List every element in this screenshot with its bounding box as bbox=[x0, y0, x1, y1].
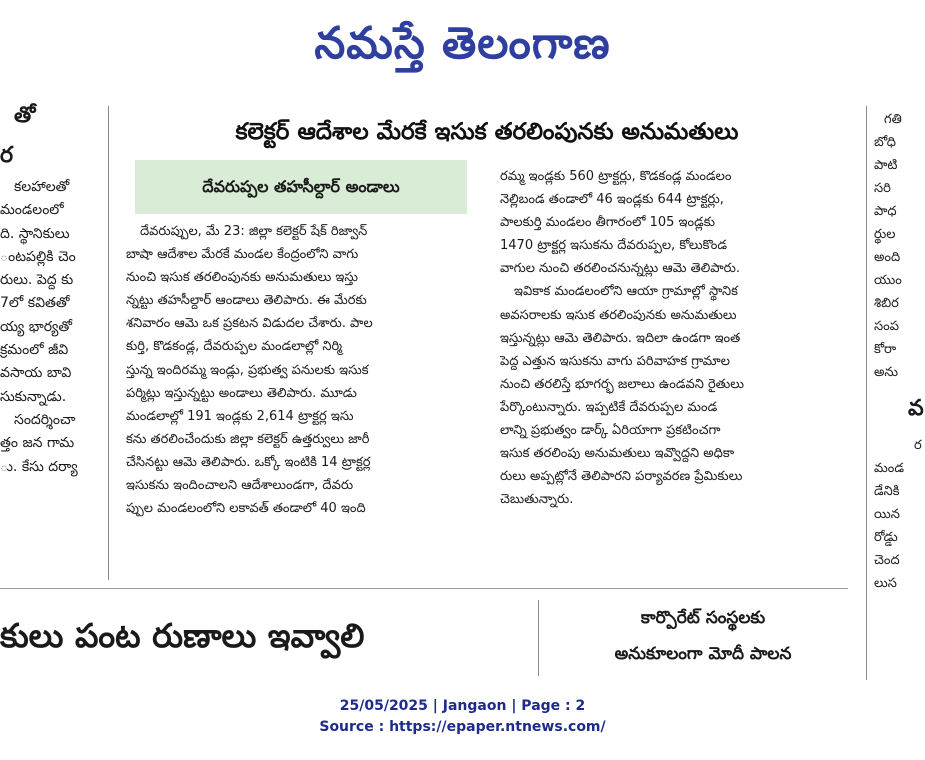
article-text-line: ఇసుకను ఇందించాలని ఆదేశాలుండగా, దేవరు bbox=[126, 478, 354, 494]
right-fragment-line: పాటి bbox=[874, 158, 898, 173]
left-fragment-line: క్రమంలో జీవి bbox=[0, 342, 69, 359]
left-fragment-line: ు. కేసు దర్యా bbox=[0, 458, 78, 475]
article-text-line: దేవరుప్పుల, మే 23: జిల్లా కలెక్టర్ షేక్ రిజ్వాన్ bbox=[140, 224, 368, 239]
article-text-line: కను తరలించేందుకు జిల్లా కలెక్టర్ ఉత్తర్వులు జారీ bbox=[126, 431, 370, 447]
right-fragment-line: యిన bbox=[874, 507, 900, 522]
right-fragment-line: బోధి bbox=[874, 135, 896, 150]
left-fragment-line: వసాయ బావి bbox=[0, 365, 72, 382]
right-fragment-line: డేనికి bbox=[874, 484, 900, 499]
article-text-line: పేర్కొంటున్నారు. ఇప్పటికే దేవరుప్పల మండ bbox=[500, 399, 718, 415]
article-text-line: ఇస్తున్నట్లు ఆమె తెలిపారు. ఇదిలా ఉండగా ఇంత bbox=[500, 330, 741, 346]
left-fragment-heading-2: ర bbox=[0, 143, 14, 168]
left-fragment-line: ది. స్థానికులు bbox=[0, 225, 70, 242]
article-text-line: శనివారం ఆమె ఒక ప్రకటన విడుదల చేశారు. పాల bbox=[126, 316, 373, 332]
right-fragment-line: మండ bbox=[874, 461, 904, 476]
article-text-line: ఇవికాక మండలంలోని ఆయా గ్రామాల్లో స్థానిక bbox=[514, 284, 738, 300]
left-fragment-heading-1: తో bbox=[14, 103, 36, 128]
right-fragment-line: శిబిర bbox=[874, 296, 899, 311]
left-fragment-line: సుకున్నాడు. bbox=[0, 388, 67, 405]
article-text-line: 1470 ట్రాక్టర్ల ఇసుకను దేవరుప్పల, కోలుకొండ bbox=[500, 238, 728, 254]
article-text-line: మండలాల్లో 191 ఇండ్లకు 2,614 ట్రాక్టర్ల ఇసు bbox=[126, 408, 354, 424]
article-text-line: నెల్లిబండ తండాలో 46 ఇండ్లకు 644 ట్రాక్టర్లు, bbox=[500, 192, 724, 208]
bottom-left-headline: కులు పంట రుణాలు ఇవ్వాలి bbox=[0, 616, 365, 655]
article-column-b bbox=[500, 165, 848, 511]
left-fragment-line: మండలంలో bbox=[0, 202, 64, 219]
article-text-line: బాషా ఆదేశాల మేరకే మండల కేంద్రంలోని వాగు bbox=[126, 247, 359, 263]
right-fragment-column bbox=[874, 108, 925, 680]
article-text-line: రమ్మ ఇండ్లకు 560 ట్రాక్టర్లు, కొడకండ్ల మండలం bbox=[500, 169, 732, 184]
article-text-line: వాగుల నుంచి తరలించనున్నట్లు ఆమె తెలిపారు. bbox=[500, 261, 740, 277]
right-column-divider bbox=[866, 106, 867, 680]
article-text-line: నుంచి తరలిస్తే భూగర్భ జలాలు ఉండవని రైతులు bbox=[500, 376, 744, 392]
article-text-line: చెబుతున్నారు. bbox=[500, 492, 574, 508]
footer-date-line: 25/05/2025 | Jangaon | Page : 2 bbox=[339, 698, 586, 714]
left-fragment-line: 7లో కవితతో bbox=[0, 295, 70, 312]
left-fragment-line: కలహాలతో bbox=[14, 179, 70, 195]
left-column-divider bbox=[108, 106, 109, 580]
bottom-right-headline-line-1: కార్పొరేట్ సంస్థలకు bbox=[640, 608, 766, 628]
left-fragment-line: ంటపల్లికి చెం bbox=[0, 248, 76, 265]
article-text-line: న్నట్టు తహసీల్దార్ ఆండాలు తెలిపారు. ఈ మేరకు bbox=[126, 293, 367, 309]
article-text-line: పర్మిట్లు ఇస్తున్నట్టు అండాలు తెలిపారు. మూడు bbox=[126, 385, 357, 401]
right-fragment-line: యుం bbox=[874, 273, 902, 288]
article-headline: కలెక్టర్ ఆదేశాల మేరకే ఇసుక తరలింపునకు అనుమతులు bbox=[235, 119, 739, 145]
masthead-logo: నమస్తే తెలంగాణ bbox=[314, 18, 611, 69]
article-text-line: లాన్ని ప్రభుత్వం డార్క్ ఏరియాగా ప్రకటించగా bbox=[500, 423, 721, 439]
footer bbox=[0, 696, 925, 738]
right-fragment-line: లుస bbox=[874, 576, 897, 591]
article-text-line: ఇసుక తరలింపు అనుమతులు ఇవ్వొద్దని అధికా bbox=[500, 446, 735, 462]
article-text-line: నుంచి ఇసుక తరలింపునకు అనుమతులు ఇస్తు bbox=[126, 270, 358, 286]
article-text-line: పాలకుర్తి మండలం తీగారంలో 105 ఇండ్లకు bbox=[500, 215, 715, 231]
left-fragment-line: సందర్శించా bbox=[14, 411, 76, 428]
article-subheading: దేవరుప్పల తహసీల్దార్ అండాలు bbox=[135, 160, 467, 214]
article-text-line: స్తున్న ఇందిరమ్మ ఇండ్లు, ప్రభుత్వ పనులకు ఇసుక bbox=[126, 362, 369, 378]
left-fragment-line: య్య భార్యతో bbox=[0, 318, 73, 335]
right-fragment-line: గతి bbox=[884, 112, 902, 127]
article-text-line: కుర్తి, కొడకండ్ల, దేవరుప్పల మండలాల్లో నిర్మి bbox=[126, 339, 343, 355]
right-fragment-line: చెంద bbox=[874, 553, 900, 568]
article-text-line: అవసరాలకు ఇసుక తరలింపునకు అనుమతులు bbox=[500, 307, 737, 323]
right-fragment-heading: వ bbox=[908, 396, 924, 421]
right-fragment-line: కోరా bbox=[874, 342, 897, 357]
bottom-right-headline-line-2: అనుకూలంగా మోదీ పాలన bbox=[614, 644, 792, 664]
footer-source-line: Source : https://epaper.ntnews.com/ bbox=[319, 719, 606, 735]
article-text-line: ప్పుల మండలంలోని లకావత్ తండాలో 40 ఇంది bbox=[126, 501, 366, 517]
article-text-line: చేసినట్టు ఆమె తెలిపారు. ఒక్కో ఇంటికి 14 ట్రాక్టర్ల bbox=[126, 454, 371, 470]
left-fragment-line: త్తం జన గామ bbox=[0, 435, 75, 452]
left-fragment-column bbox=[0, 96, 106, 566]
left-fragment-line: రులు. పెద్ద కు bbox=[0, 272, 74, 289]
right-fragment-line: పాధ bbox=[874, 204, 897, 219]
article-text-line: పెద్ద ఎత్తున ఇసుకను వాగు పరివాహక గ్రామాల bbox=[500, 353, 730, 369]
right-fragment-line: ర్థుల bbox=[874, 227, 896, 242]
bottom-story-divider bbox=[538, 600, 539, 676]
right-fragment-line: రోడ్డు bbox=[874, 530, 898, 545]
bottom-right-headline bbox=[548, 600, 858, 672]
right-fragment-line: సంప bbox=[874, 319, 899, 334]
right-fragment-line: సరి bbox=[874, 181, 891, 196]
right-fragment-line: ర bbox=[914, 438, 922, 453]
right-fragment-line: అంది bbox=[874, 250, 901, 265]
bottom-section-rule bbox=[0, 588, 848, 589]
article-column-a bbox=[126, 220, 480, 520]
article-text-line: రులు అప్పట్లోనే తెలిపారని పర్యావరణ ప్రేమికులు bbox=[500, 469, 743, 485]
right-fragment-line: అను bbox=[874, 365, 899, 380]
